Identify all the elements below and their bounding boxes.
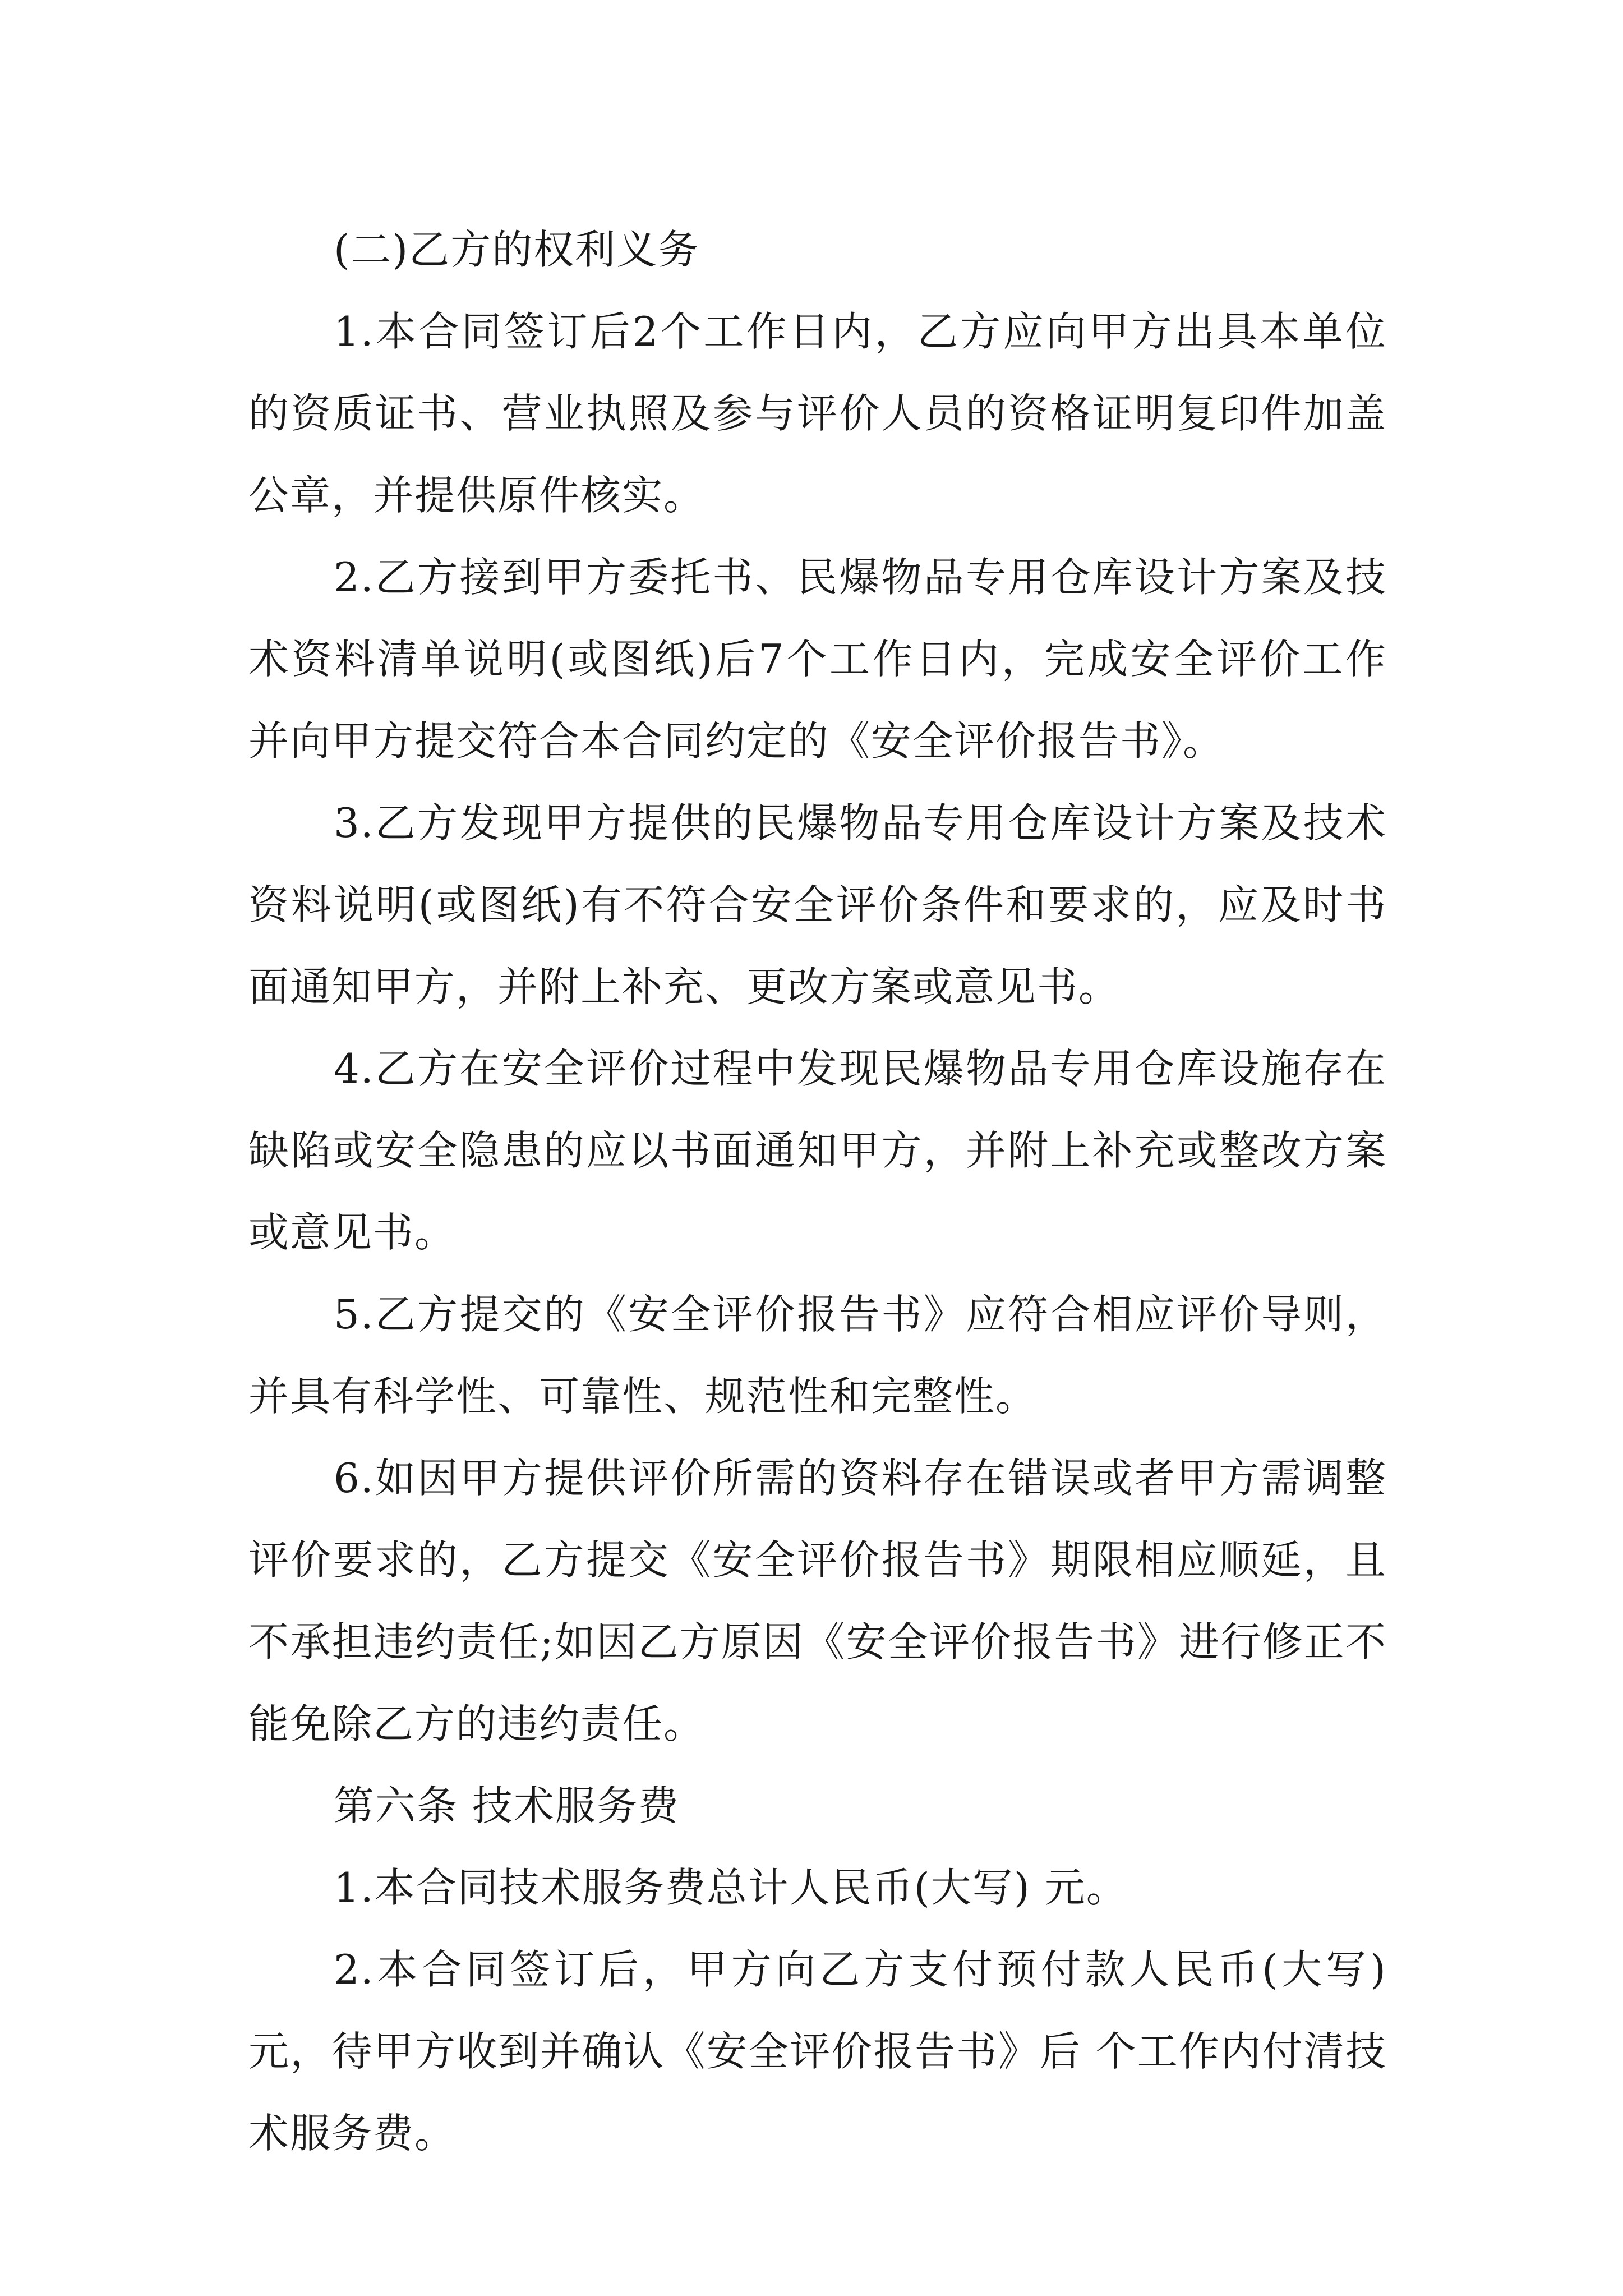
- article-6-heading: 第六条 技术服务费: [334, 1782, 680, 1829]
- clause-6-deadline-extension: 6.如因甲方提供评价所需的资料存在错误或者甲方需调整评价要求的，乙方提交《安全评价报告书》期限相应顺延，且不承担违约责任;如因乙方原因《安全评价报告书》进行修正不能免除乙方的违约责任。: [248, 1455, 1387, 1747]
- clause-5-report-standards: 5.乙方提交的《安全评价报告书》应符合相应评价导则，并具有科学性、可靠性、规范性和完整性。: [248, 1291, 1387, 1420]
- clause-3-nonconformity-notice: 3.乙方发现甲方提供的民爆物品专用仓库设计方案及技术资料说明(或图纸)有不符合安全评价条件和要求的，应及时书面通知甲方，并附上补充、更改方案或意见书。: [248, 799, 1387, 1010]
- document-body: [248, 209, 1387, 2174]
- clause-4-defect-notice: 4.乙方在安全评价过程中发现民爆物品专用仓库设施存在缺陷或安全隐患的应以书面通知甲方，并附上补充或整改方案或意见书。: [248, 1045, 1387, 1256]
- section-heading-party-b-rights: (二)乙方的权利义务: [334, 226, 700, 273]
- clause-2-report-submission: 2.乙方接到甲方委托书、民爆物品专用仓库设计方案及技术资料清单说明(或图纸)后7个工作日内，完成安全评价工作并向甲方提交符合本合同约定的《安全评价报告书》。: [248, 554, 1387, 765]
- clause-1-qualification-documents: 1.本合同签订后2个工作日内，乙方应向甲方出具本单位的资质证书、营业执照及参与评价人员的资格证明复印件加盖公章，并提供原件核实。: [248, 308, 1387, 519]
- fee-clause-2-payment: 2.本合同签订后，甲方向乙方支付预付款人民币(大写) 元，待甲方收到并确认《安全评价报告书》后 个工作内付清技术服务费。: [248, 1946, 1387, 2157]
- fee-clause-1-total: 1.本合同技术服务费总计人民币(大写) 元。: [334, 1864, 1128, 1911]
